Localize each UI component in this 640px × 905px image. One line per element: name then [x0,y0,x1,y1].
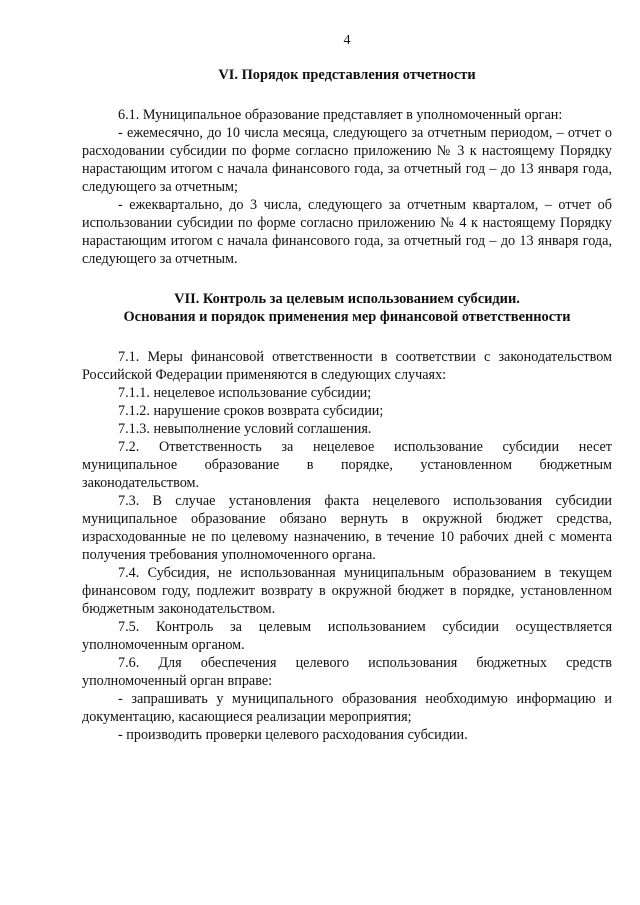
paragraph-7-1-1: 7.1.1. нецелевое использование субсидии; [118,385,372,401]
paragraph-7-5: 7.5. Контроль за целевым использованием субсидии осуществляется уполномоченным органом. [82,619,612,653]
section-7-title-line-2: Основания и порядок применения мер финансовой ответственности [123,309,571,325]
page-number: 4 [343,33,351,48]
paragraph-6-1-monthly: - ежемесячно, до 10 числа месяца, следующего за отчетным периодом, – отчет о расходовании субсидии по форме согласно приложению № 3 к настоящему Порядку нарастающим итогом с начала финансового года, за отчетный год – до 13 января года, следующего за отчетным; [82,125,612,195]
paragraph-6-1: 6.1. Муниципальное образование представляет в уполномоченный орган: [118,107,563,123]
paragraph-7-6-request: - запрашивать у муниципального образования необходимую информацию и документацию, касающиеся реализации мероприятия; [82,691,612,725]
paragraph-7-6-inspect: - производить проверки целевого расходования субсидии. [118,727,468,743]
paragraph-7-4: 7.4. Субсидия, не использованная муниципальным образованием в текущем финансовом году, подлежит возврату в окружной бюджет в порядке, установленном бюджетным законодательством. [82,565,612,617]
section-7-title-line-1: VII. Контроль за целевым использованием субсидии. [174,291,520,307]
paragraph-7-2: 7.2. Ответственность за нецелевое использование субсидии несет муниципальное образование в порядке, установленном бюджетным законодательством. [82,439,612,491]
paragraph-7-6: 7.6. Для обеспечения целевого использования бюджетных средств уполномоченный орган вправе: [82,655,612,689]
document-page [82,32,612,744]
paragraph-7-3: 7.3. В случае установления факта нецелевого использования субсидии муниципальное образование обязано вернуть в окружной бюджет средства, израсходованные не по целевому назначению, в течение 10 рабочих дней с момента получения требования уполномоченного органа. [82,493,612,563]
section-6-title: VI. Порядок представления отчетности [218,67,476,83]
paragraph-7-1-2: 7.1.2. нарушение сроков возврата субсидии; [118,403,384,419]
paragraph-7-1: 7.1. Меры финансовой ответственности в соответствии с законодательством Российской Федерации применяются в следующих случаях: [82,349,612,383]
paragraph-7-1-3: 7.1.3. невыполнение условий соглашения. [118,421,372,437]
paragraph-6-1-quarterly: - ежеквартально, до 3 числа, следующего за отчетным кварталом, – отчет об использовании субсидии по форме согласно приложению № 4 к настоящему Порядку нарастающим итогом с начала финансового года, за отчетный год – до 13 января года, следующего за отчетным. [82,197,612,267]
